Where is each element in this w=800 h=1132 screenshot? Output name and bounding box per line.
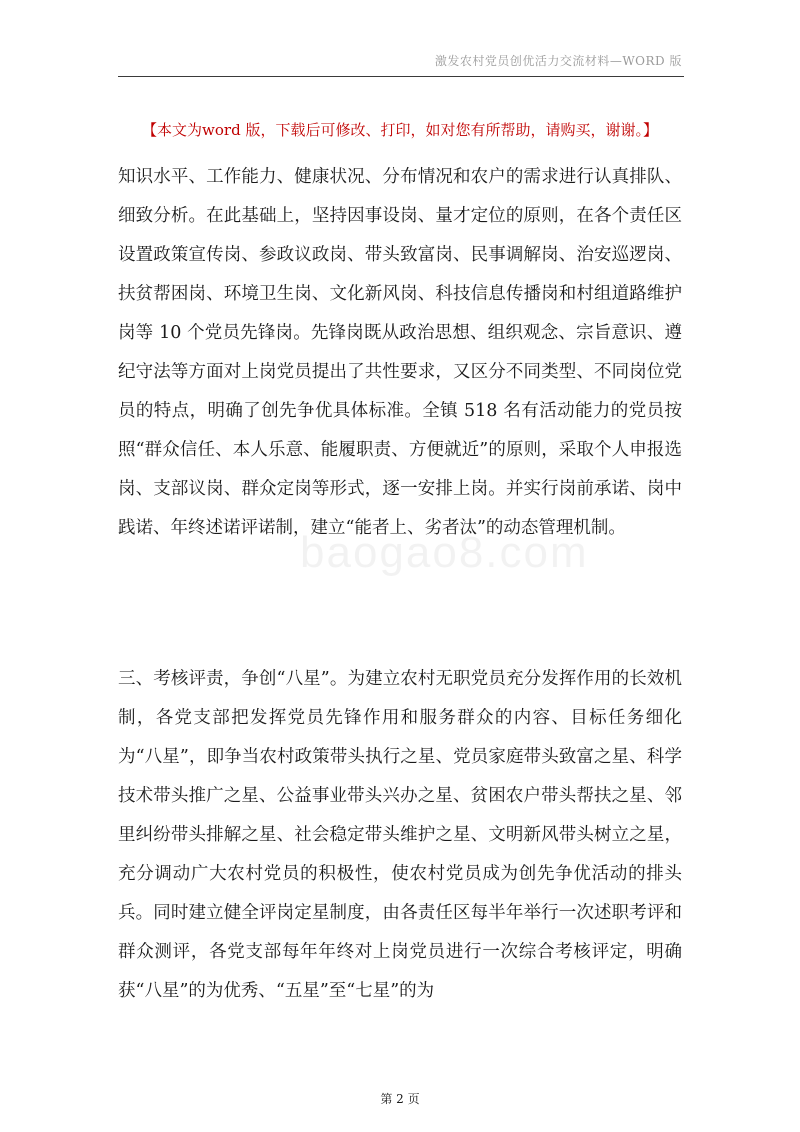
site-watermark: baogao8.com bbox=[300, 528, 589, 577]
header-divider bbox=[118, 76, 684, 77]
document-header-title: 激发农村党员创优活力交流材料—WORD 版 bbox=[434, 54, 682, 68]
purchase-notice: 【本文为word 版，下载后可修改、打印，如对您有所帮助，请购买，谢谢。】 bbox=[142, 121, 658, 139]
body-paragraph-1: 知识水平、工作能力、健康状况、分布情况和农户的需求进行认真排队、细致分析。在此基础上，坚持因事设岗、量才定位的原则，在各个责任区设置政策宣传岗、参政议政岗、带头致富岗、民事调解岗、治安巡逻岗、扶贫帮困岗、环境卫生岗、文化新风岗、科技信息传播岗和村组道路维护岗等 10 个党员先锋岗。先锋岗既从政治思想、组织观念、宗旨意识、遵纪守法等方面对上岗党员提出了共性要求，又区分不同类型、不同岗位党员的特点，明确了创先争优具体标准。全镇 518 名有活动能力的党员按照“群众信任、本人乐意、能履职责、方便就近”的原则，采取个人申报选岗、支部议岗、群众定岗等形式，逐一安排上岗。并实行岗前承诺、岗中践诺、年终述诺评诺制，建立“能者上、劣者汰”的动态管理机制。 bbox=[118, 167, 682, 538]
body-paragraph-2: 三、考核评责，争创“八星”。为建立农村无职党员充分发挥作用的长效机制，各党支部把发挥党员先锋作用和服务群众的内容、目标任务细化为“八星”，即争当农村政策带头执行之星、党员家庭带头致富之星、科学技术带头推广之星、公益事业带头兴办之星、贫困农户带头帮扶之星、邻里纠纷带头排解之星、社会稳定带头维护之星、文明新风带头树立之星，充分调动广大农村党员的积极性，使农村党员成为创先争优活动的排头兵。同时建立健全评岗定星制度，由各责任区每半年举行一次述职考评和群众测评，各党支部每年年终对上岗党员进行一次综合考核评定，明确获“八星”的为优秀、“五星”至“七星”的为 bbox=[118, 669, 682, 1001]
page-number: 第 2 页 bbox=[380, 1092, 420, 1106]
